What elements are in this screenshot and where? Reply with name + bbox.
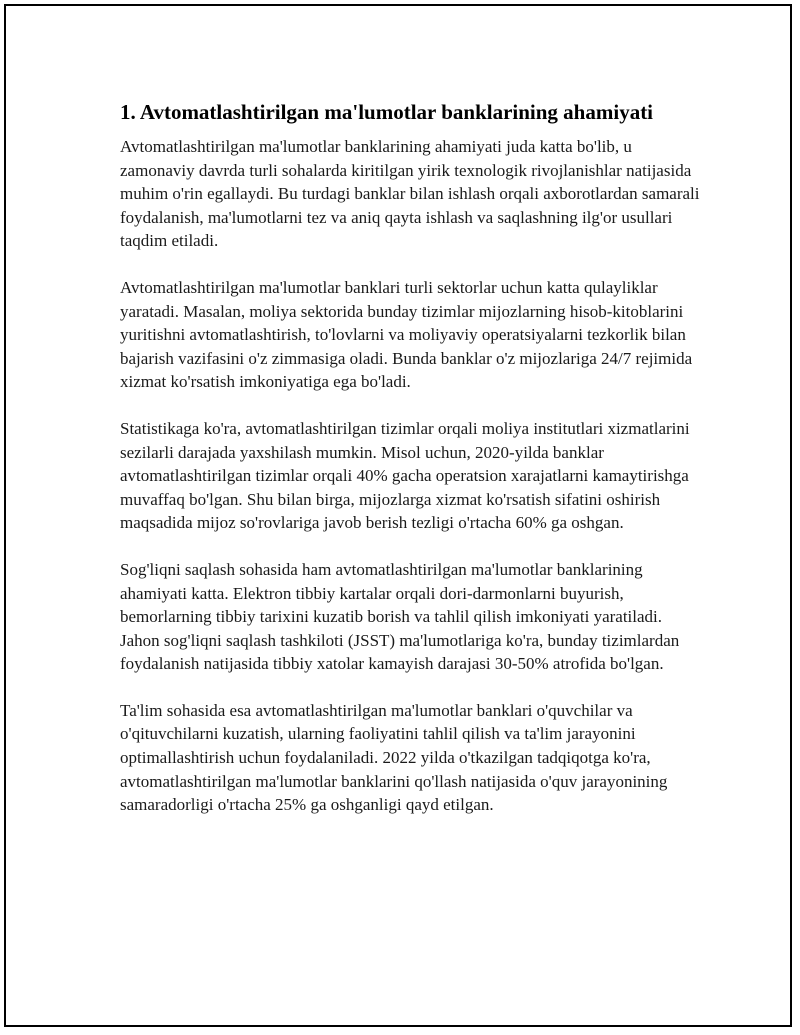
paragraph-statistics: Statistikaga ko'ra, avtomatlashtirilgan tizimlar orqali moliya institutlari xizmatlarini sezilarli darajada yaxshilash mumkin. Misol uchun, 2020-yilda banklar avtomatlashtirilgan tizimlar orqali 40% gacha operatsion xarajatlarni kamaytirishga muvaffaq bo'lgan. Shu bilan birga, mijozlarga xizmat ko'rsatish sifatini oshirish maqsadida mijoz so'rovlariga javob berish tezligi o'rtacha 60% ga oshgan. [120, 418, 690, 533]
paragraph-education: Ta'lim sohasida esa avtomatlashtirilgan ma'lumotlar banklari o'quvchilar va o'qituvchilarni kuzatish, ularning faoliyatini tahlil qilish va ta'lim jarayonini optimallashtirish uchun foydalaniladi. 2022 yilda o'tkazilgan tadqiqotga ko'ra, avtomatlashtirilgan ma'lumotlar banklarini qo'llash natijasida o'quv jarayonining samaradorligi o'rtacha 25% ga oshganligi qayd etilgan. [120, 700, 668, 815]
paragraph-intro: Avtomatlashtirilgan ma'lumotlar banklarining ahamiyati juda katta bo'lib, u zamonaviy davrda turli sohalarda kiritilgan yirik texnologik rivojlanishlar natijasida muhim o'rin egallaydi. Bu turdagi banklar bilan ishlash orqali axborotlardan samarali foydalanish, ma'lumotlarni tez va aniq qayta ishlash va saqlashning ilg'or usullari taqdim etiladi. [120, 137, 700, 251]
page-frame [4, 4, 792, 1027]
page-title: 1. Avtomatlashtirilgan ma'lumotlar banklarining ahamiyati [120, 100, 654, 124]
document-body [120, 98, 700, 840]
paragraph-sectors: Avtomatlashtirilgan ma'lumotlar banklari turli sektorlar uchun katta qulayliklar yaratadi. Masalan, moliya sektorida bunday tizimlar mijozlarning hisob-kitoblarini yuritishni avtomatlashtirish, to'lovlarni va moliyaviy operatsiyalarni tezkorlik bilan bajarish vazifasini o'z zimmasiga oladi. Bunda banklar o'z mijozlariga 24/7 rejimida xizmat ko'rsatish imkoniyatiga ega bo'ladi. [120, 277, 693, 392]
paragraph-healthcare: Sog'liqni saqlash sohasida ham avtomatlashtirilgan ma'lumotlar banklarining ahamiyati katta. Elektron tibbiy kartalar orqali dori-darmonlarni buyurish, bemorlarning tibbiy tarixini kuzatib borish va tahlil qilish imkoniyati yaratiladi. Jahon sog'liqni saqlash tashkiloti (JSST) ma'lumotlariga ko'ra, bunday tizimlardan foydalanish natijasida tibbiy xatolar kamayish darajasi 30-50% atrofida bo'lgan. [120, 559, 680, 674]
